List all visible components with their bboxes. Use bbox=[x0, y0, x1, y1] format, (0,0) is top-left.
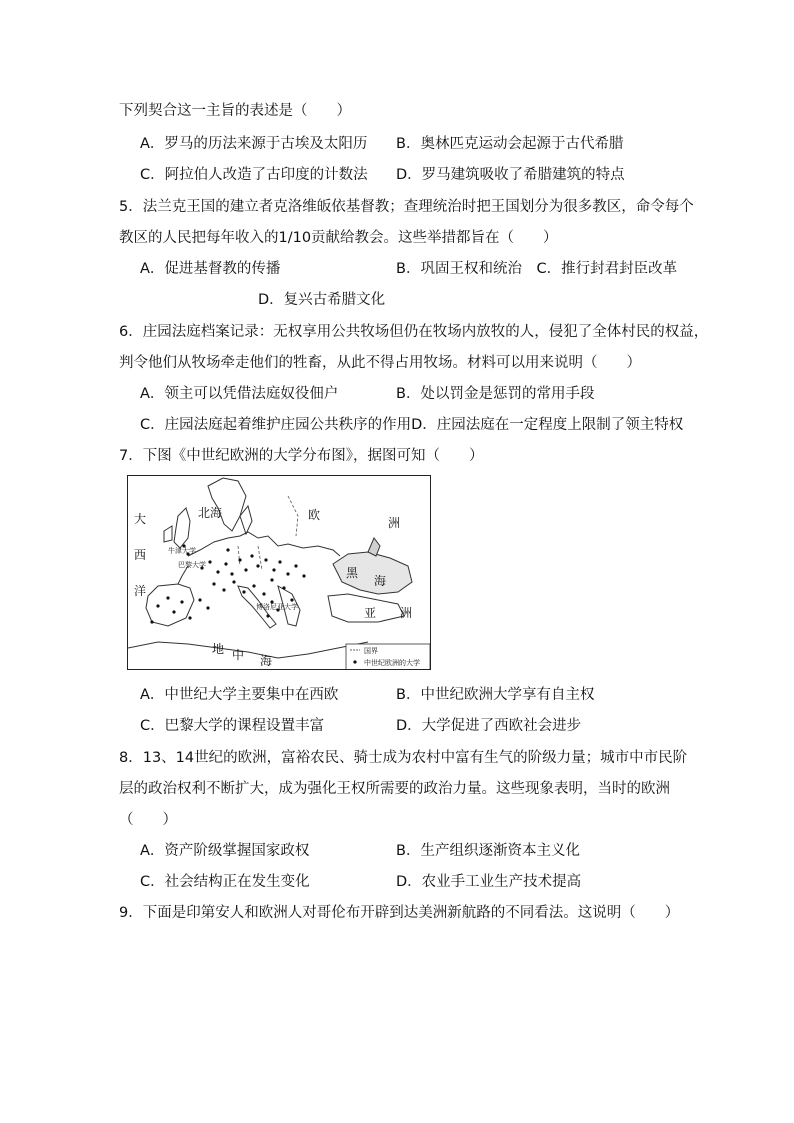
label-hei: 黑 bbox=[346, 566, 359, 580]
q8-stem-1: 8．13、14世纪的欧洲，富裕农民、骑士成为农村中富有生气的阶级力量；城市中市民阶 bbox=[119, 750, 688, 766]
label-bologna: 博洛尼亚大学 bbox=[256, 603, 298, 611]
legend-border: 国界 bbox=[364, 647, 378, 655]
legend-university: 中世纪欧洲的大学 bbox=[364, 659, 420, 667]
label-zhong: 中 bbox=[232, 648, 245, 662]
q7-option-b: B．中世纪欧洲大学享有自主权 bbox=[396, 687, 595, 703]
label-ya: 亚 bbox=[364, 606, 377, 620]
q4-option-c: C．阿拉伯人改造了古印度的计数法 bbox=[140, 167, 368, 183]
label-xi: 西 bbox=[134, 548, 147, 562]
label-di: 地 bbox=[212, 642, 225, 656]
university-map bbox=[127, 475, 431, 670]
q5-option-bc: B．巩固王权和统治 C．推行封君封臣改革 bbox=[396, 261, 678, 277]
q4-option-d: D．罗马建筑吸收了希腊建筑的特点 bbox=[396, 167, 625, 183]
label-da: 大 bbox=[134, 512, 147, 526]
q8-option-b: B．生产组织逐渐资本主义化 bbox=[396, 843, 580, 859]
label-zhou: 洲 bbox=[388, 516, 401, 530]
q7-option-a: A．中世纪大学主要集中在西欧 bbox=[140, 687, 339, 703]
q6-option-b: B．处以罚金是惩罚的常用手段 bbox=[396, 386, 595, 402]
label-hai2: 海 bbox=[260, 654, 273, 668]
q6-option-cd: C．庄园法庭起着维护庄园公共秩序的作用D．庄园法庭在一定程度上限制了领主特权 bbox=[140, 417, 684, 433]
label-zhou2: 洲 bbox=[400, 606, 413, 620]
q6-option-a: A．领主可以凭借法庭奴役佃户 bbox=[140, 386, 339, 402]
label-paris: 巴黎大学 bbox=[178, 561, 206, 569]
q7-option-d: D．大学促进了西欧社会进步 bbox=[396, 718, 582, 734]
q7-option-c: C．巴黎大学的课程设置丰富 bbox=[140, 718, 325, 734]
text-line: 下列契合这一主旨的表述是（ ） bbox=[119, 103, 351, 119]
label-yang: 洋 bbox=[134, 584, 147, 598]
label-oxford: 牛津大学 bbox=[168, 547, 196, 555]
label-beihai: 北海 bbox=[198, 506, 223, 520]
q6-stem-2: 判令他们从牧场牵走他们的牲畜，从此不得占用牧场。材料可以用来说明（ ） bbox=[119, 355, 641, 371]
q7-stem: 7．下图《中世纪欧洲的大学分布图》，据图可知（ ） bbox=[119, 448, 484, 464]
q8-option-d: D．农业手工业生产技术提高 bbox=[396, 874, 582, 890]
q5-option-d: D．复兴古希腊文化 bbox=[258, 292, 386, 308]
label-ou: 欧 bbox=[308, 508, 321, 522]
q5-stem-2: 教区的人民把每年收入的1/10贡献给教会。这些举措都旨在（ ） bbox=[119, 230, 558, 246]
q4-option-a: A．罗马的历法来源于古埃及太阳历 bbox=[140, 136, 368, 152]
q8-option-a: A．资产阶级掌握国家政权 bbox=[140, 843, 310, 859]
q5-stem-1: 5．法兰克王国的建立者克洛维皈依基督教；查理统治时把王国划分为很多教区，命令每个 bbox=[119, 199, 694, 215]
q8-option-c: C．社会结构正在发生变化 bbox=[140, 874, 310, 890]
q8-stem-2: 层的政治权利不断扩大，成为强化王权所需要的政治力量。这些现象表明，当时的欧洲 bbox=[119, 781, 670, 797]
q8-stem-3: （ ） bbox=[119, 812, 177, 828]
label-hai: 海 bbox=[374, 574, 387, 588]
q5-option-a: A．促进基督教的传播 bbox=[140, 261, 281, 277]
q6-stem-1: 6．庄园法庭档案记录：无权享用公共牧场但仍在牧场内放牧的人，侵犯了全体村民的权益， bbox=[119, 324, 709, 340]
q4-option-b: B．奥林匹克运动会起源于古代希腊 bbox=[396, 136, 624, 152]
q9-stem: 9．下面是印第安人和欧洲人对哥伦布开辟到达美洲新航路的不同看法。这说明（ ） bbox=[119, 905, 680, 921]
